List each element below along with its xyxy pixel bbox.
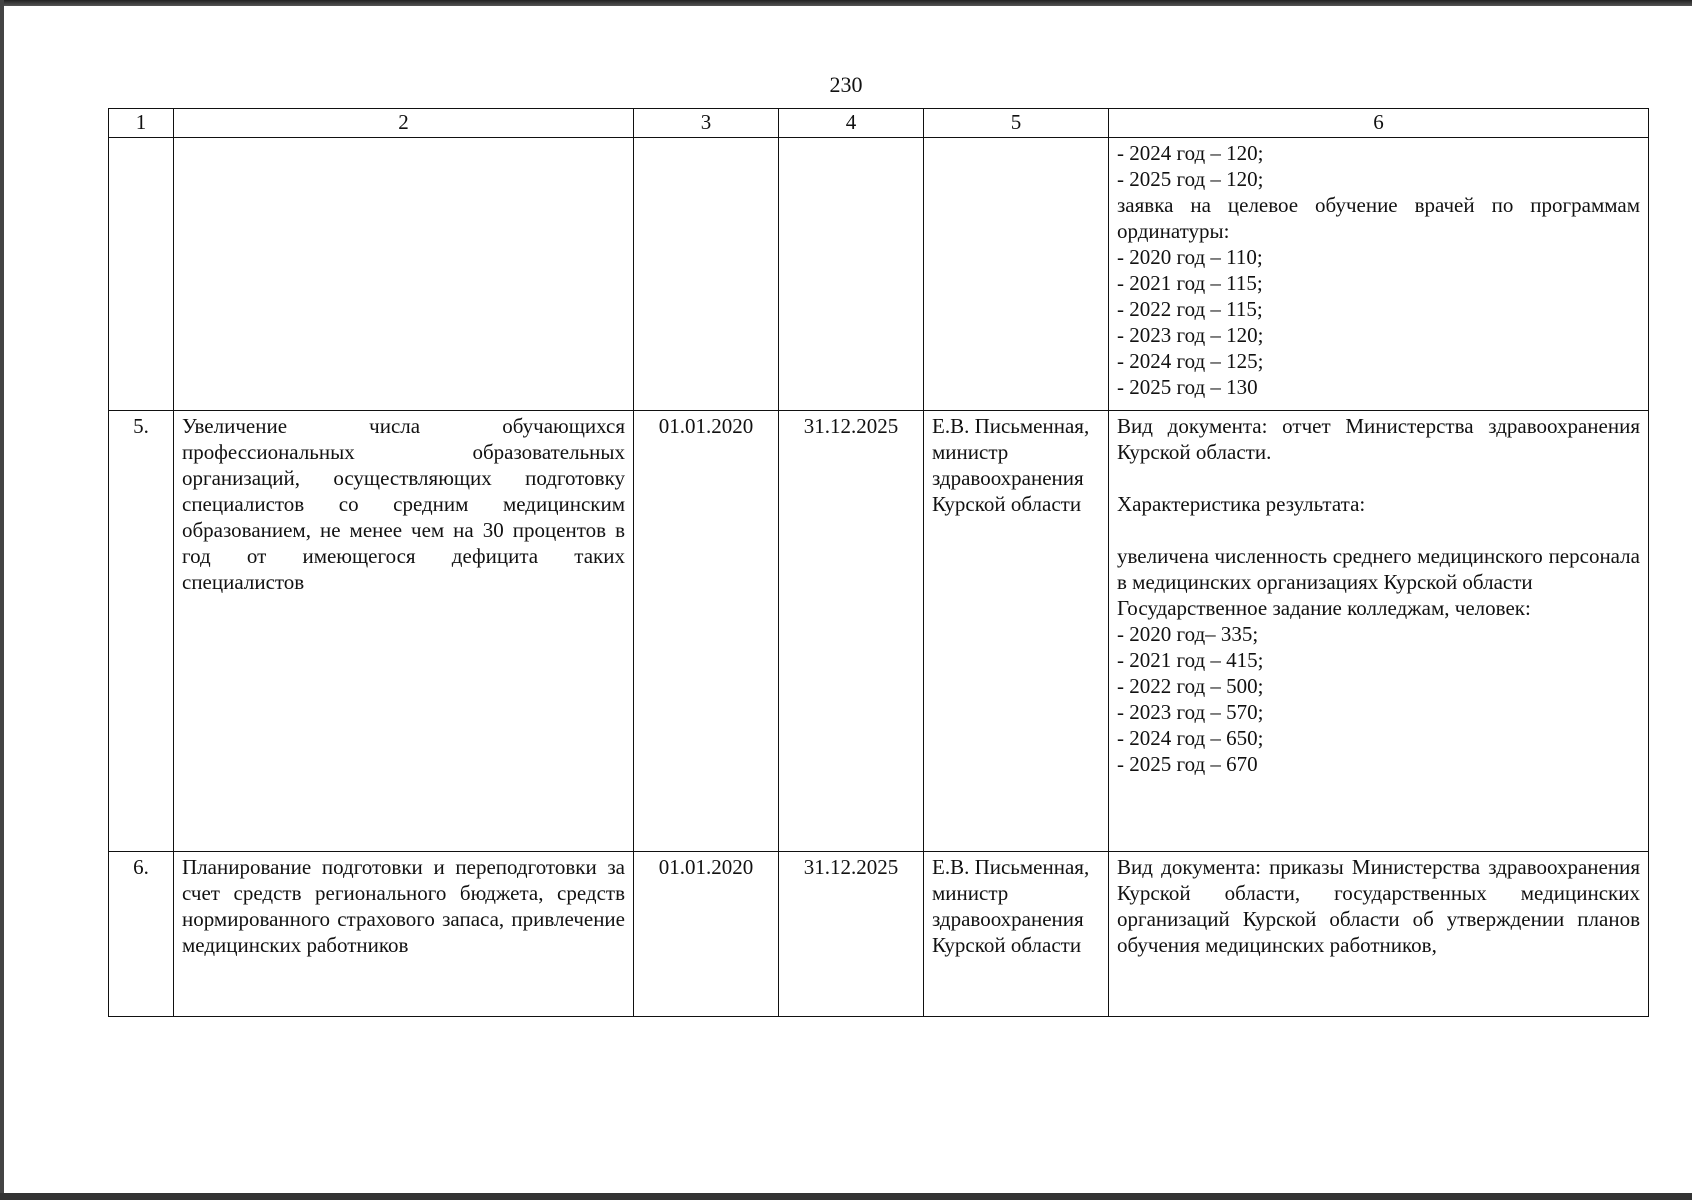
result-line: Государственное задание колледжам, человек: — [1117, 596, 1531, 620]
table-header-row — [109, 109, 1649, 138]
result-line: - 2025 год – 130 — [1117, 375, 1258, 399]
result-line: Вид документа: приказы Министерства здравоохранения Курской области, государственных медицинских организаций Курской области об утверждении планов обучения медицинских работников, — [1117, 855, 1640, 957]
result-line: - 2023 год – 120; — [1117, 323, 1264, 347]
scan-edge-left — [0, 0, 4, 1200]
result-spacer — [1117, 465, 1640, 491]
table-row — [109, 411, 1649, 852]
header-cell: 3 — [634, 109, 779, 138]
row-result — [1109, 411, 1649, 852]
row-end-date — [779, 138, 924, 411]
header-cell: 2 — [174, 109, 634, 138]
header-cell: 1 — [109, 109, 174, 138]
table-row — [109, 852, 1649, 1017]
plan-table — [108, 108, 1649, 1017]
result-line: - 2022 год – 115; — [1117, 297, 1263, 321]
row-responsible: Е.В. Письменная, министр здравоохранения Курской области — [924, 852, 1109, 1017]
result-line: - 2020 год– 335; — [1117, 622, 1259, 646]
row-description — [174, 138, 634, 411]
table-row — [109, 138, 1649, 411]
row-start-date — [634, 138, 779, 411]
result-line: - 2025 год – 670 — [1117, 752, 1258, 776]
row-start-date: 01.01.2020 — [634, 411, 779, 852]
row-end-date: 31.12.2025 — [779, 411, 924, 852]
result-line: - 2025 год – 120; — [1117, 167, 1264, 191]
result-line: заявка на целевое обучение врачей по программам ординатуры: — [1117, 193, 1640, 243]
row-end-date: 31.12.2025 — [779, 852, 924, 1017]
row-number — [109, 138, 174, 411]
scan-edge-top — [0, 0, 1692, 6]
row-responsible — [924, 138, 1109, 411]
result-line: Вид документа: отчет Министерства здравоохранения Курской области. — [1117, 414, 1640, 464]
result-line: - 2023 год – 570; — [1117, 700, 1264, 724]
result-line: увеличена численность среднего медицинского персонала в медицинских организациях Курской области — [1117, 544, 1640, 594]
result-spacer — [1117, 517, 1640, 543]
result-line: - 2024 год – 125; — [1117, 349, 1264, 373]
result-line: - 2021 год – 415; — [1117, 648, 1264, 672]
header-cell: 4 — [779, 109, 924, 138]
row-start-date: 01.01.2020 — [634, 852, 779, 1017]
result-line: - 2022 год – 500; — [1117, 674, 1264, 698]
row-result — [1109, 852, 1649, 1017]
result-line: Характеристика результата: — [1117, 492, 1366, 516]
result-line: - 2021 год – 115; — [1117, 271, 1263, 295]
row-result — [1109, 138, 1649, 411]
result-line: - 2024 год – 120; — [1117, 141, 1264, 165]
row-description: Увеличение числа обучающихся профессиональных образовательных организаций, осуществляющих подготовку специалистов со средним медицинским образованием, не менее чем на 30 процентов в год от имеющегося дефицита таких специалистов — [174, 411, 634, 852]
scan-edge-bottom — [0, 1193, 1692, 1200]
result-line: - 2024 год – 650; — [1117, 726, 1264, 750]
result-line: - 2020 год – 110; — [1117, 245, 1263, 269]
page-number: 230 — [829, 72, 863, 97]
row-number: 5. — [109, 411, 174, 852]
row-description: Планирование подготовки и переподготовки за счет средств регионального бюджета, средств нормированного страхового запаса, привлечение медицинских работников — [174, 852, 634, 1017]
row-number: 6. — [109, 852, 174, 1017]
header-cell: 6 — [1109, 109, 1649, 138]
row-responsible: Е.В. Письменная, министр здравоохранения Курской области — [924, 411, 1109, 852]
header-cell: 5 — [924, 109, 1109, 138]
